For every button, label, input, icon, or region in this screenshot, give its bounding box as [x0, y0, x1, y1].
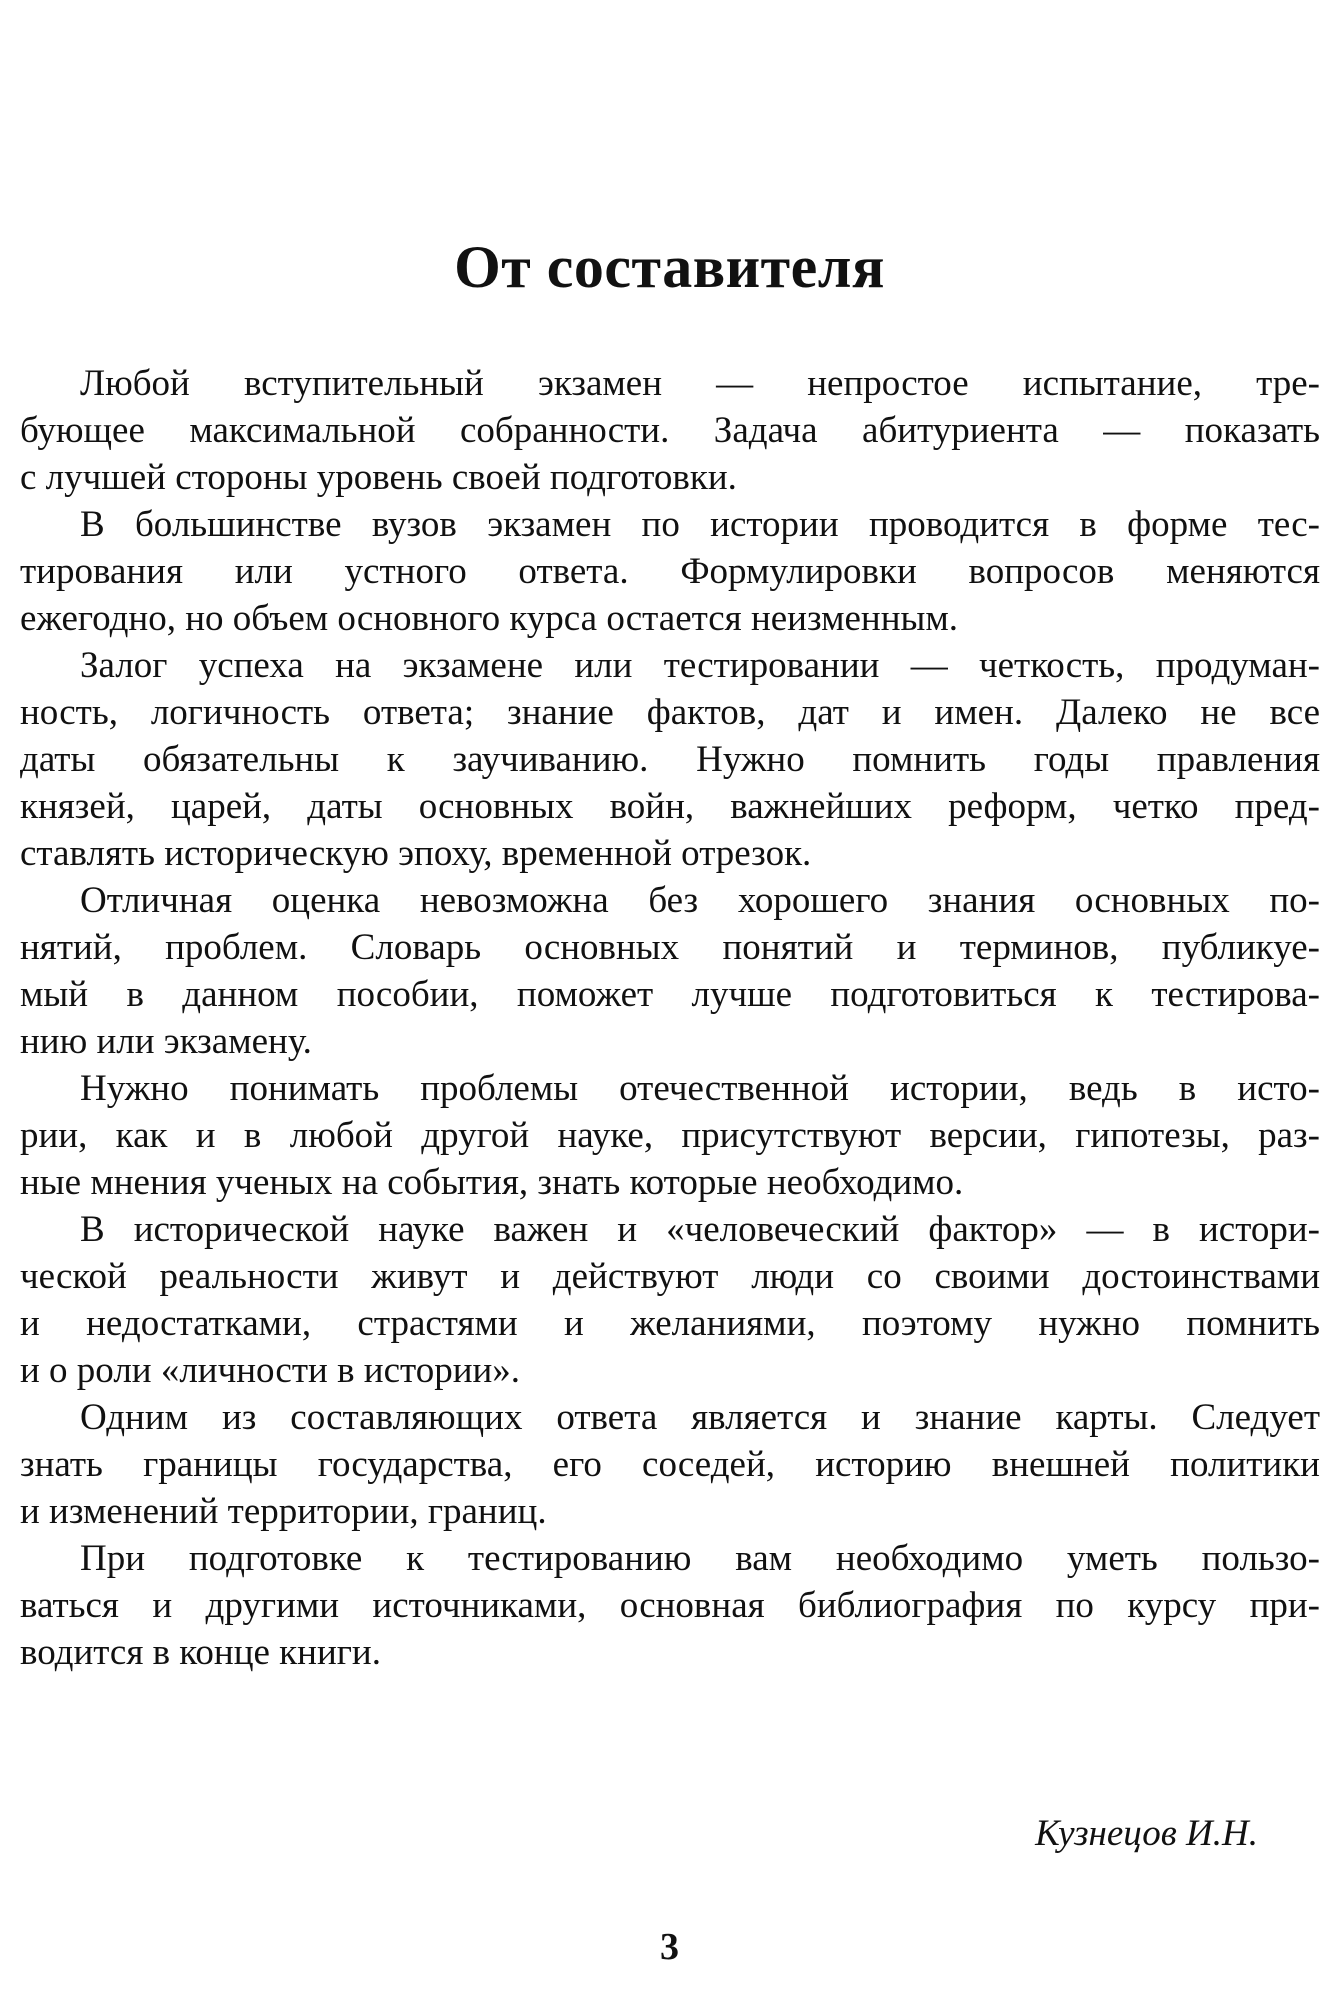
text-line: ставлять историческую эпоху, временной отрезок.	[20, 833, 812, 874]
text-line: знать границы государства, его соседей, историю внешней политики	[20, 1444, 1320, 1485]
text-line: даты обязательны к заучиванию. Нужно помнить годы правления	[20, 739, 1320, 780]
text-line: Одним из составляющих ответа является и знание карты. Следует	[80, 1397, 1320, 1438]
text-line: ежегодно, но объем основного курса остается неизменным.	[20, 598, 959, 639]
text-line: Отличная оценка невозможна без хорошего знания основных по-	[80, 880, 1320, 921]
text-line: ные мнения ученых на события, знать которые необходимо.	[20, 1162, 964, 1203]
text-line: В большинстве вузов экзамен по истории проводится в форме тес-	[80, 504, 1320, 545]
text-line: с лучшей стороны уровень своей подготовки.	[20, 457, 737, 498]
text-line: и недостатками, страстями и желаниями, поэтому нужно помнить	[20, 1303, 1320, 1344]
paragraph	[20, 501, 1320, 642]
text-line: водится в конце книги.	[20, 1632, 381, 1673]
paragraph	[20, 1535, 1320, 1676]
text-line: и изменений территории, границ.	[20, 1491, 547, 1532]
text-line: мый в данном пособии, поможет лучше подготовиться к тестирова-	[20, 974, 1320, 1015]
text-line: нятий, проблем. Словарь основных понятий и терминов, публикуе-	[20, 927, 1320, 968]
text-line: В исторической науке важен и «человеческий фактор» — в истори-	[80, 1209, 1320, 1250]
paragraph	[20, 1394, 1320, 1535]
page-title: От составителя	[454, 234, 885, 300]
text-line: ваться и другими источниками, основная библиография по курсу при-	[20, 1585, 1320, 1626]
body-text	[20, 360, 1320, 1676]
text-line: и о роли «личности в истории».	[20, 1350, 521, 1391]
page-number: 3	[660, 1926, 679, 1968]
paragraph	[20, 360, 1320, 501]
text-line: Любой вступительный экзамен — непростое испытание, тре-	[80, 363, 1320, 404]
author-signature: Кузнецов И.Н.	[1035, 1813, 1258, 1854]
text-line: нию или экзамену.	[20, 1021, 312, 1062]
text-line: ность, логичность ответа; знание фактов, дат и имен. Далеко не все	[20, 692, 1320, 733]
text-line: Нужно понимать проблемы отечественной истории, ведь в исто-	[80, 1068, 1320, 1109]
paragraph	[20, 1206, 1320, 1394]
paragraph	[20, 1065, 1320, 1206]
paragraph	[20, 642, 1320, 877]
text-line: тирования или устного ответа. Формулировки вопросов меняются	[20, 551, 1320, 592]
text-line: ческой реальности живут и действуют люди со своими достоинствами	[20, 1256, 1320, 1297]
text-line: Залог успеха на экзамене или тестировании — четкость, продуман-	[80, 645, 1320, 686]
text-line: бующее максимальной собранности. Задача абитуриента — показать	[20, 410, 1320, 451]
text-line: рии, как и в любой другой науке, присутствуют версии, гипотезы, раз-	[20, 1115, 1320, 1156]
paragraph	[20, 877, 1320, 1065]
text-line: При подготовке к тестированию вам необходимо уметь пользо-	[80, 1538, 1320, 1579]
text-line: князей, царей, даты основных войн, важнейших реформ, четко пред-	[20, 786, 1320, 827]
